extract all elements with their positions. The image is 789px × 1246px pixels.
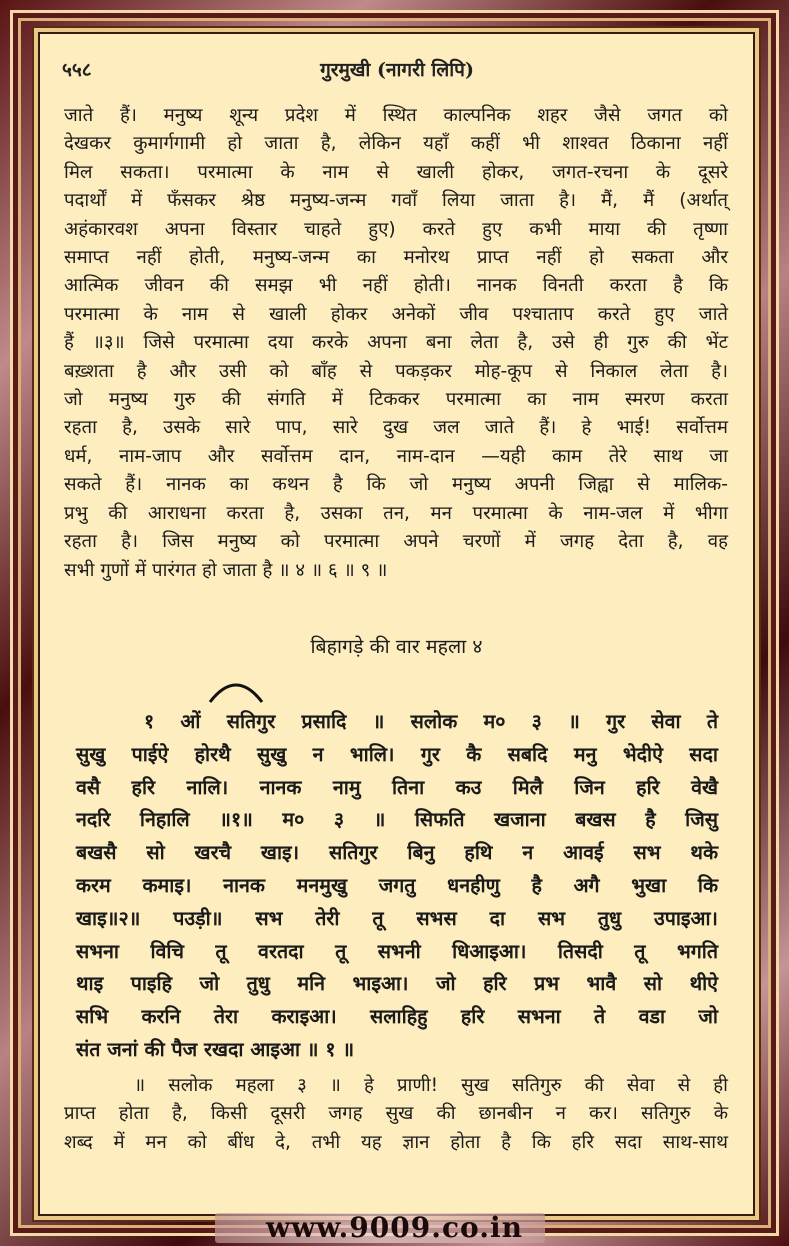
text-line: अहंकारवश अपना विस्तार चाहते हुए) करते हुए कभी माया की तृष्णा [64,218,728,240]
page-header [62,56,732,86]
translation-paragraph-1 [64,102,728,585]
verse-line: करम कमाइ। नानक मनमुखु जगतु धनहीणु है अगै भुखा कि [76,873,718,897]
text-line: ॥ सलोक महला ३ ॥ हे प्राणी! सुख सतिगुरु की सेवा से ही [134,1075,728,1096]
verse-line: संत जनां की पैज रखदा आइआ ॥ १ ॥ [76,1037,355,1061]
page-number: ५५८ [62,59,92,81]
text-line: सकते हैं। नानक का कथन है कि जो मनुष्य अपनी जिह्वा से मालिक- [64,474,728,496]
verse-line: वसै हरि नालि। नानक नामु तिना कउ मिलै जिन हरि वेखै [76,775,718,799]
verse-line: नदरि निहालि ॥१॥ म० ३ ॥ सिफति खजाना बखस है जिसु [76,808,718,832]
text-line: धर्म, नाम-जाप और सर्वोत्तम दान, नाम-दान —यही काम तेरे साथ जा [64,445,728,467]
verse-line: सभि करनि तेरा कराइआ। सलाहिहु हरि सभना ते वडा जो [76,1005,718,1029]
text-line: रहता है, उसके सारे पाप, सारे दुख जल जाते हैं। हे भाई! सर्वोत्तम [64,417,728,439]
text-line: समाप्त नहीं होती, मनुष्य-जन्म का मनोरथ प्राप्त नहीं हो सकता और [64,247,728,269]
text-line: बख़्शता है और उसी को बाँह से पकड़कर मोह-कूप से निकाल लेता है। [64,360,728,382]
text-line: प्रभु की आराधना करता है, उसका तन, मन परमात्मा के नाम-जल में भीगा [64,502,728,524]
section-heading: बिहागड़े की वार महला ४ [310,635,483,658]
verse-line: सुखु पाईऐ होरथै सुखु न भालि। गुर कै सबदि मनु भेदीऐ सदा [76,742,718,766]
text-line: प्राप्त होता है, किसी दूसरी जगह सुख की छानबीन न कर। सतिगुरु के [64,1103,728,1125]
verse-line: १ ओं सतिगुर प्रसादि ॥ सलोक म० ३ ॥ गुर सेवा ते [144,710,718,733]
text-line: जाते हैं। मनुष्य शून्य प्रदेश में स्थित काल्पनिक शहर जैसे जगत को [64,105,728,126]
ik-onkar-arc-mark [206,674,266,704]
verse-line: सभना विचि तू वरतदा तू सभनी धिआइआ। तिसदी तू भगति [76,939,718,963]
translation-paragraph-2 [64,1072,728,1157]
book-page [38,32,755,1216]
text-line: जो मनुष्य गुरु की संगति में टिककर परमात्मा का नाम स्मरण करता [64,389,728,411]
text-line: रहता है। जिस मनुष्य को परमात्मा अपने चरणों में जगह देता है, वह [64,531,728,553]
text-line: देखकर कुमार्गगामी हो जाता है, लेकिन यहाँ कहीं भी शाश्वत ठिकाना नहीं [64,133,728,155]
text-line: हैं ॥३॥ जिसे परमात्मा दया करके अपना बना लेता है, उसे ही गुरु की भेंट [64,332,728,354]
text-line: आत्मिक जीवन की समझ भी नहीं होती। नानक विनती करता है कि [64,275,728,297]
website-watermark: www.9009.co.in [266,1211,523,1244]
page-title: गुरमुखी (नागरी लिपि) [320,59,474,81]
verse-line: थाइ पाइहि जो तुधु मनि भाइआ। जो हरि प्रभ भावै सो थीऐ [76,972,718,996]
verse-line: बखसै सो खरचै खाइ। सतिगुर बिनु हथि न आवई सभ थके [76,841,718,865]
text-line: मिल सकता। परमात्मा के नाम से खाली होकर, जगत-रचना के दूसरे [64,161,728,183]
text-line: परमात्मा के नाम से खाली होकर अनेकों जीव पश्चाताप करते हुए जाते [64,303,728,325]
text-line: शब्द में मन को बींध दे, तभी यह ज्ञान होता है कि हरि सदा साथ-साथ [64,1131,728,1153]
verse-line: खाइ॥२॥ पउड़ी॥ सभ तेरी तू सभस दा सभ तुधु उपाइआ। [76,906,718,930]
text-line: सभी गुणों में पारंगत हो जाता है ॥ ४ ॥ ६ ॥ ९ ॥ [64,559,388,581]
gurbani-verse-block [76,706,718,1067]
text-line: पदार्थों में फँसकर श्रेष्ठ मनुष्य-जन्म गवाँ लिया जाता है। मैं, मैं (अर्थात् [64,190,728,212]
